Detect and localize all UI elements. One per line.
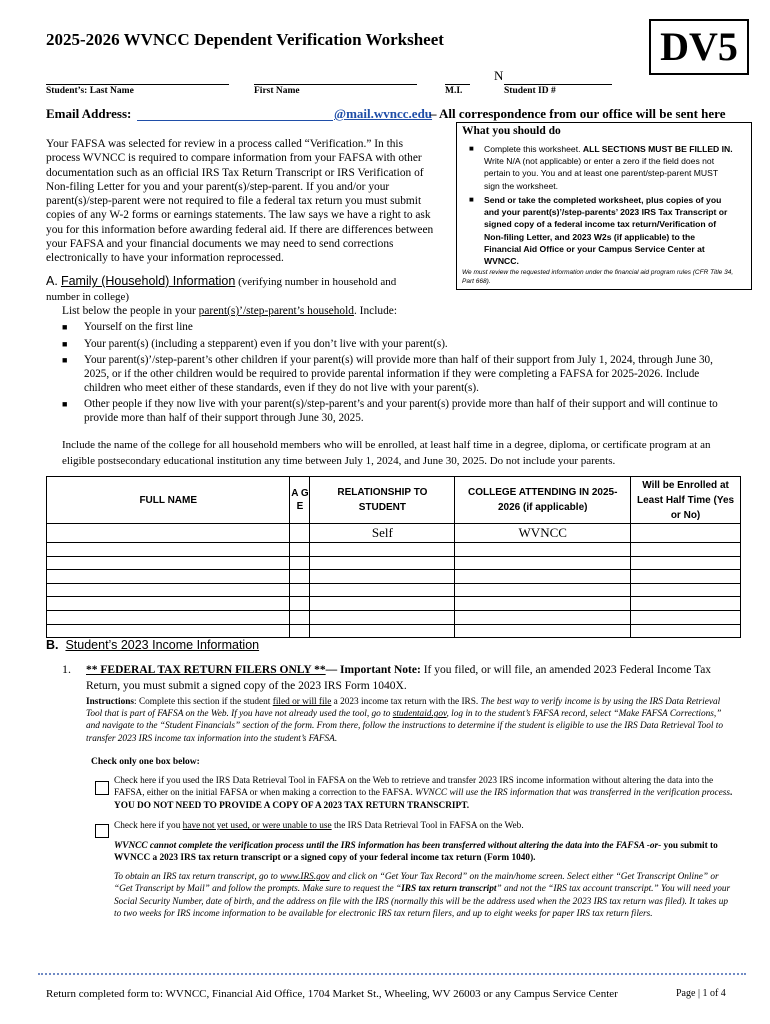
cell-full-name[interactable] <box>47 610 290 624</box>
cell-enrolled[interactable] <box>631 583 741 597</box>
household-bullet: ■ Your parent(s) (including a stepparent) even if you don’t live with your parent(s). <box>62 338 448 350</box>
item-number: 1. <box>62 662 71 676</box>
cell-age[interactable] <box>290 556 310 570</box>
cell-full-name[interactable] <box>47 570 290 584</box>
bullet-icon: ■ <box>62 399 68 409</box>
cell-age[interactable] <box>290 610 310 624</box>
household-list-intro: List below the people in your parent(s)’/step-parent’s household. Include: <box>62 305 397 317</box>
irs-link[interactable]: www.IRS.gov <box>280 872 330 882</box>
last-name-label: Student’s: Last Name <box>46 86 134 96</box>
cell-full-name[interactable] <box>47 583 290 597</box>
bullet-icon: ■ <box>62 322 68 332</box>
cell-full-name[interactable] <box>47 524 290 543</box>
cell-relationship[interactable] <box>310 543 455 557</box>
cell-enrolled[interactable] <box>631 524 741 543</box>
footer-divider <box>38 973 746 975</box>
cell-college[interactable] <box>455 556 631 570</box>
cell-college[interactable] <box>455 624 631 638</box>
cell-enrolled[interactable] <box>631 610 741 624</box>
drt-used-option: Check here if you used the IRS Data Retrieval Tool in FAFSA on the Web to retrieve and transfer 2023 IRS income information without altering the data into the FAFSA, either on the initial FAFSA or when making a correction to the FAFSA. WVNCC will use the IRS information that was transferred in the verification process. YOU DO NOT NEED TO PROVIDE A COPY OF A 2023 TAX RETURN TRANSCRIPT. <box>114 776 733 811</box>
cell-age[interactable] <box>290 570 310 584</box>
last-name-field[interactable] <box>46 84 229 85</box>
column-header-age: A G E <box>290 477 310 524</box>
cell-age[interactable] <box>290 524 310 543</box>
email-note: – All correspondence from our office will be sent here <box>430 106 726 121</box>
cell-relationship[interactable] <box>310 570 455 584</box>
table-row[interactable] <box>47 624 741 638</box>
bullet-icon: ■ <box>469 195 474 204</box>
table-row[interactable] <box>47 543 741 557</box>
bullet-icon: ■ <box>62 339 68 349</box>
drt-not-used-option: Check here if you have not yet used, or were unable to use the IRS Data Retrieval Tool in FAFSA on the Web. <box>114 821 524 831</box>
page-number: Page | 1 of 4 <box>676 988 726 999</box>
check-one-label: Check only one box below: <box>91 757 200 767</box>
column-header-relationship: RELATIONSHIP TO STUDENT <box>310 477 455 524</box>
cell-college[interactable] <box>455 543 631 557</box>
cell-age[interactable] <box>290 583 310 597</box>
cell-enrolled[interactable] <box>631 597 741 611</box>
cell-relationship[interactable] <box>310 556 455 570</box>
section-a-heading: A. Family (Household) Information (verifying number in household and <box>46 274 397 288</box>
cell-full-name[interactable] <box>47 624 290 638</box>
cell-college[interactable] <box>455 570 631 584</box>
student-id-field[interactable] <box>504 84 612 85</box>
table-row[interactable] <box>47 570 741 584</box>
cell-college[interactable] <box>455 583 631 597</box>
cell-relationship[interactable] <box>310 624 455 638</box>
table-row[interactable] <box>47 597 741 611</box>
instruction-item: ■ Send or take the completed worksheet, plus copies of you and your parent(s)’/step-parents’ 2023 IRS Tax Transcript or signed copy of a federal income tax return/Verification of Non-filing Letter, and 2023 W2s (if applicable) to the Financial Aid Office or your Campus Service Center at WVNCC. <box>469 195 728 267</box>
first-name-label: First Name <box>254 86 300 96</box>
cell-age[interactable] <box>290 597 310 611</box>
cell-age[interactable] <box>290 624 310 638</box>
column-header-college: COLLEGE ATTENDING IN 2025-2026 (if applicable) <box>455 477 631 524</box>
column-header-full-name: FULL NAME <box>47 477 290 524</box>
cell-enrolled[interactable] <box>631 570 741 584</box>
intro-paragraph: Your FAFSA was selected for review in a process called “Verification.” In this process WVNCC is required to compare information from your FAFSA with other documentation such as an official IRS Tax Return Transcript or IRS Verification of Non-filing Letter for you and your parent(s)/step-parent. If you and/or your parent(s)/step-parent were not required to file a federal tax return you must submit copies of any W-2 forms or earnings statements. The law says we have a right to ask you for this information before awarding federal aid. If there are differences between your FAFSA and your financial documents we may need to send corrections electronically to have your information reprocessed. <box>46 138 434 265</box>
instruction-item: ■ Complete this worksheet. ALL SECTIONS MUST BE FILLED IN. Write N/A (not applicable) or enter a zero if the field does not pertain to you. You and at least one parent/step-parent MUST sign the worksheet. <box>469 144 733 191</box>
cell-college[interactable] <box>455 610 631 624</box>
column-header-enrolled: Will be Enrolled at Least Half Time (Yes or No) <box>631 477 741 524</box>
page-title: 2025-2026 WVNCC Dependent Verification Worksheet <box>46 30 444 49</box>
include-college-text: Include the name of the college for all household members who will be enrolled, at least half time in a degree, diploma, or certificate program at an eligible postsecondary educational institution any time between July 1, 2024, and June 30, 2025. Do not include your parents. <box>62 439 711 467</box>
household-bullet: ■ Your parent(s)’/step-parent’s other children if your parent(s) will provide more than half of their support from July 1, 2024, through June 30, 2025, or if the other children would be required to provide parental information if they were completing a FAFSA for 2025-2026. Include children who meet either of these standards, even if they do not live with your parent(s). <box>62 354 713 395</box>
what-you-should-do-heading: What you should do <box>462 125 561 137</box>
federal-filers-note: ** FEDERAL TAX RETURN FILERS ONLY **— Important Note: If you filed, or will file, an amended 2023 Federal Income Tax Return, you must submit a signed copy of the 2023 IRS Form 1040X. <box>86 664 712 692</box>
cell-relationship[interactable] <box>310 610 455 624</box>
cell-full-name[interactable] <box>47 543 290 557</box>
household-bullet: ■ Other people if they now live with your parent(s)/step-parent’s and your parent(s) provide more than half of their support and will continue to provide more than half of their support through June 30, 2025. <box>62 398 718 425</box>
cell-relationship[interactable]: Self <box>310 524 455 543</box>
cell-college[interactable]: WVNCC <box>455 524 631 543</box>
table-row[interactable] <box>47 610 741 624</box>
first-name-field[interactable] <box>254 84 417 85</box>
table-row[interactable] <box>47 583 741 597</box>
email-field[interactable] <box>137 120 333 121</box>
mi-field[interactable] <box>445 84 470 85</box>
studentaid-link[interactable]: studentaid.gov <box>392 709 447 720</box>
cell-college[interactable] <box>455 597 631 611</box>
mi-label: M.I. <box>445 86 463 96</box>
bullet-icon: ■ <box>469 144 474 153</box>
drt-used-checkbox[interactable] <box>95 781 109 795</box>
student-id-label: Student ID # <box>504 86 556 96</box>
table-row[interactable] <box>47 524 741 543</box>
n-prefix: N <box>494 68 504 83</box>
section-a-subtitle: number in college) <box>46 291 130 303</box>
cell-full-name[interactable] <box>47 597 290 611</box>
return-address: Return completed form to: WVNCC, Financial Aid Office, 1704 Market St., Wheeling, WV 26003 or any Campus Service Center <box>46 988 618 1000</box>
cell-relationship[interactable] <box>310 583 455 597</box>
email-label: Email Address: <box>46 106 132 121</box>
drt-not-used-checkbox[interactable] <box>95 824 109 838</box>
table-header-row <box>47 477 741 524</box>
cell-age[interactable] <box>290 543 310 557</box>
bullet-icon: ■ <box>62 355 68 365</box>
form-code-badge: DV5 <box>649 19 749 75</box>
table-row[interactable] <box>47 556 741 570</box>
cell-enrolled[interactable] <box>631 556 741 570</box>
cell-enrolled[interactable] <box>631 624 741 638</box>
section-b-heading: B. Student’s 2023 Income Information <box>46 638 260 652</box>
email-domain: @mail.wvncc.edu <box>334 106 433 121</box>
household-bullet: ■ Yourself on the first line <box>62 321 193 333</box>
cell-enrolled[interactable] <box>631 543 741 557</box>
cell-full-name[interactable] <box>47 556 290 570</box>
obtain-transcript-note: To obtain an IRS tax return transcript, go to www.IRS.gov and click on “Get Your Tax Record” on the main/home screen. Select either “Get Transcript Online” or “Get Transcript by Mail” and follow the prompts. Make sure to request the “IRS tax return transcript” and not the “IRS tax account transcript.” You will need your Social Security Number, date of birth, and the address on file with the IRS (normally this will be the address used when the 2023 IRS tax return was filed). It takes up to two weeks for IRS income information to be available for electronic IRS tax return filers, and up to eight weeks for paper IRS tax return filers. <box>114 872 731 920</box>
cfr-note: We must review the requested information under the financial aid program rules (CFR Title 34, Part 668). <box>462 269 734 285</box>
drt-not-used-warning: WVNCC cannot complete the verification process until the IRS information has been transferred without altering the data into the FAFSA -or- you submit to WVNCC a 2023 IRS tax return transcript or a signed copy of your federal income tax return (Form 1040). <box>114 841 718 864</box>
household-table <box>46 476 741 638</box>
cell-relationship[interactable] <box>310 597 455 611</box>
instructions-paragraph: Instructions: Complete this section if the student filed or will file a 2023 income tax return with the IRS. The best way to verify income is by using the IRS Data Retrieval Tool that is part of FAFSA on the Web. If you have not already used the tool, go to studentaid.gov, log in to the student’s FAFSA record, select “Make FAFSA Corrections,” and navigate to the “Student Financials” section of the form. From there, follow the instructions to determine if the student is eligible to use the IRS Data Retrieval Tool to transfer 2023 IRS income tax information into the student’s FAFSA. <box>86 697 724 744</box>
